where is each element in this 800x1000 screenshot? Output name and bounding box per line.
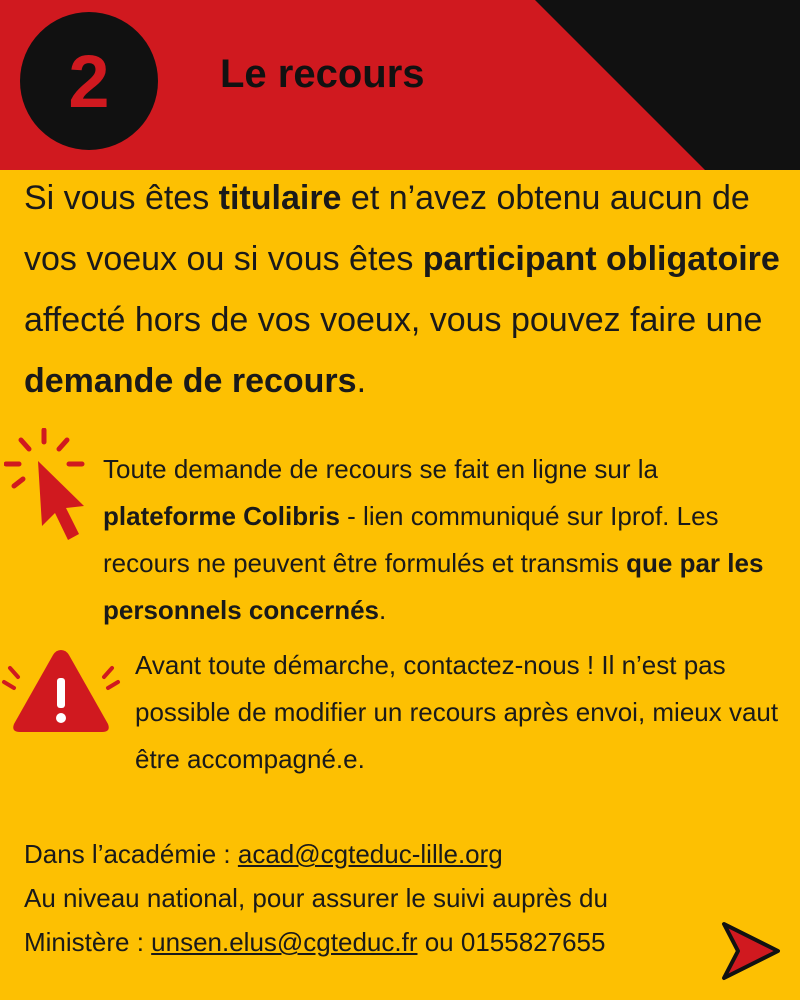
academie-email-link[interactable]: acad@cgteduc-lille.org bbox=[237, 839, 503, 869]
step-number: 2 bbox=[20, 12, 158, 150]
intro-paragraph: Si vous êtes titulaire et n’avez obtenu aucun de vos voeux ou si vous êtes participant obligatoire affecté hors de vos voeux, vous pouvez faire une demande de recours. bbox=[24, 179, 780, 400]
cursor-click-icon bbox=[4, 428, 88, 546]
national-email-link[interactable]: unsen.elus@cgteduc.fr bbox=[151, 927, 418, 957]
warning-paragraph: Avant toute démarche, contactez-nous ! Il n’est pas possible de modifier un recours après envoi, mieux vaut être accompagné.e. bbox=[135, 650, 779, 774]
warning-icon bbox=[0, 642, 122, 742]
phone-number: 0155827655 bbox=[460, 927, 606, 957]
page-title: Le recours bbox=[220, 52, 425, 96]
colibris-paragraph: Toute demande de recours se fait en ligne sur la plateforme Colibris - lien communiqué sur Iprof. Les recours ne peuvent être formulés et transmis que par les personnels concernés. bbox=[103, 454, 764, 625]
next-arrow-icon[interactable] bbox=[718, 918, 784, 984]
contact-section: Dans l’académie : acad@cgteduc-lille.org Au niveau national, pour assurer le suivi auprès du Ministère : unsen.elus@cgteduc.fr ou 0155827655 bbox=[24, 839, 608, 957]
